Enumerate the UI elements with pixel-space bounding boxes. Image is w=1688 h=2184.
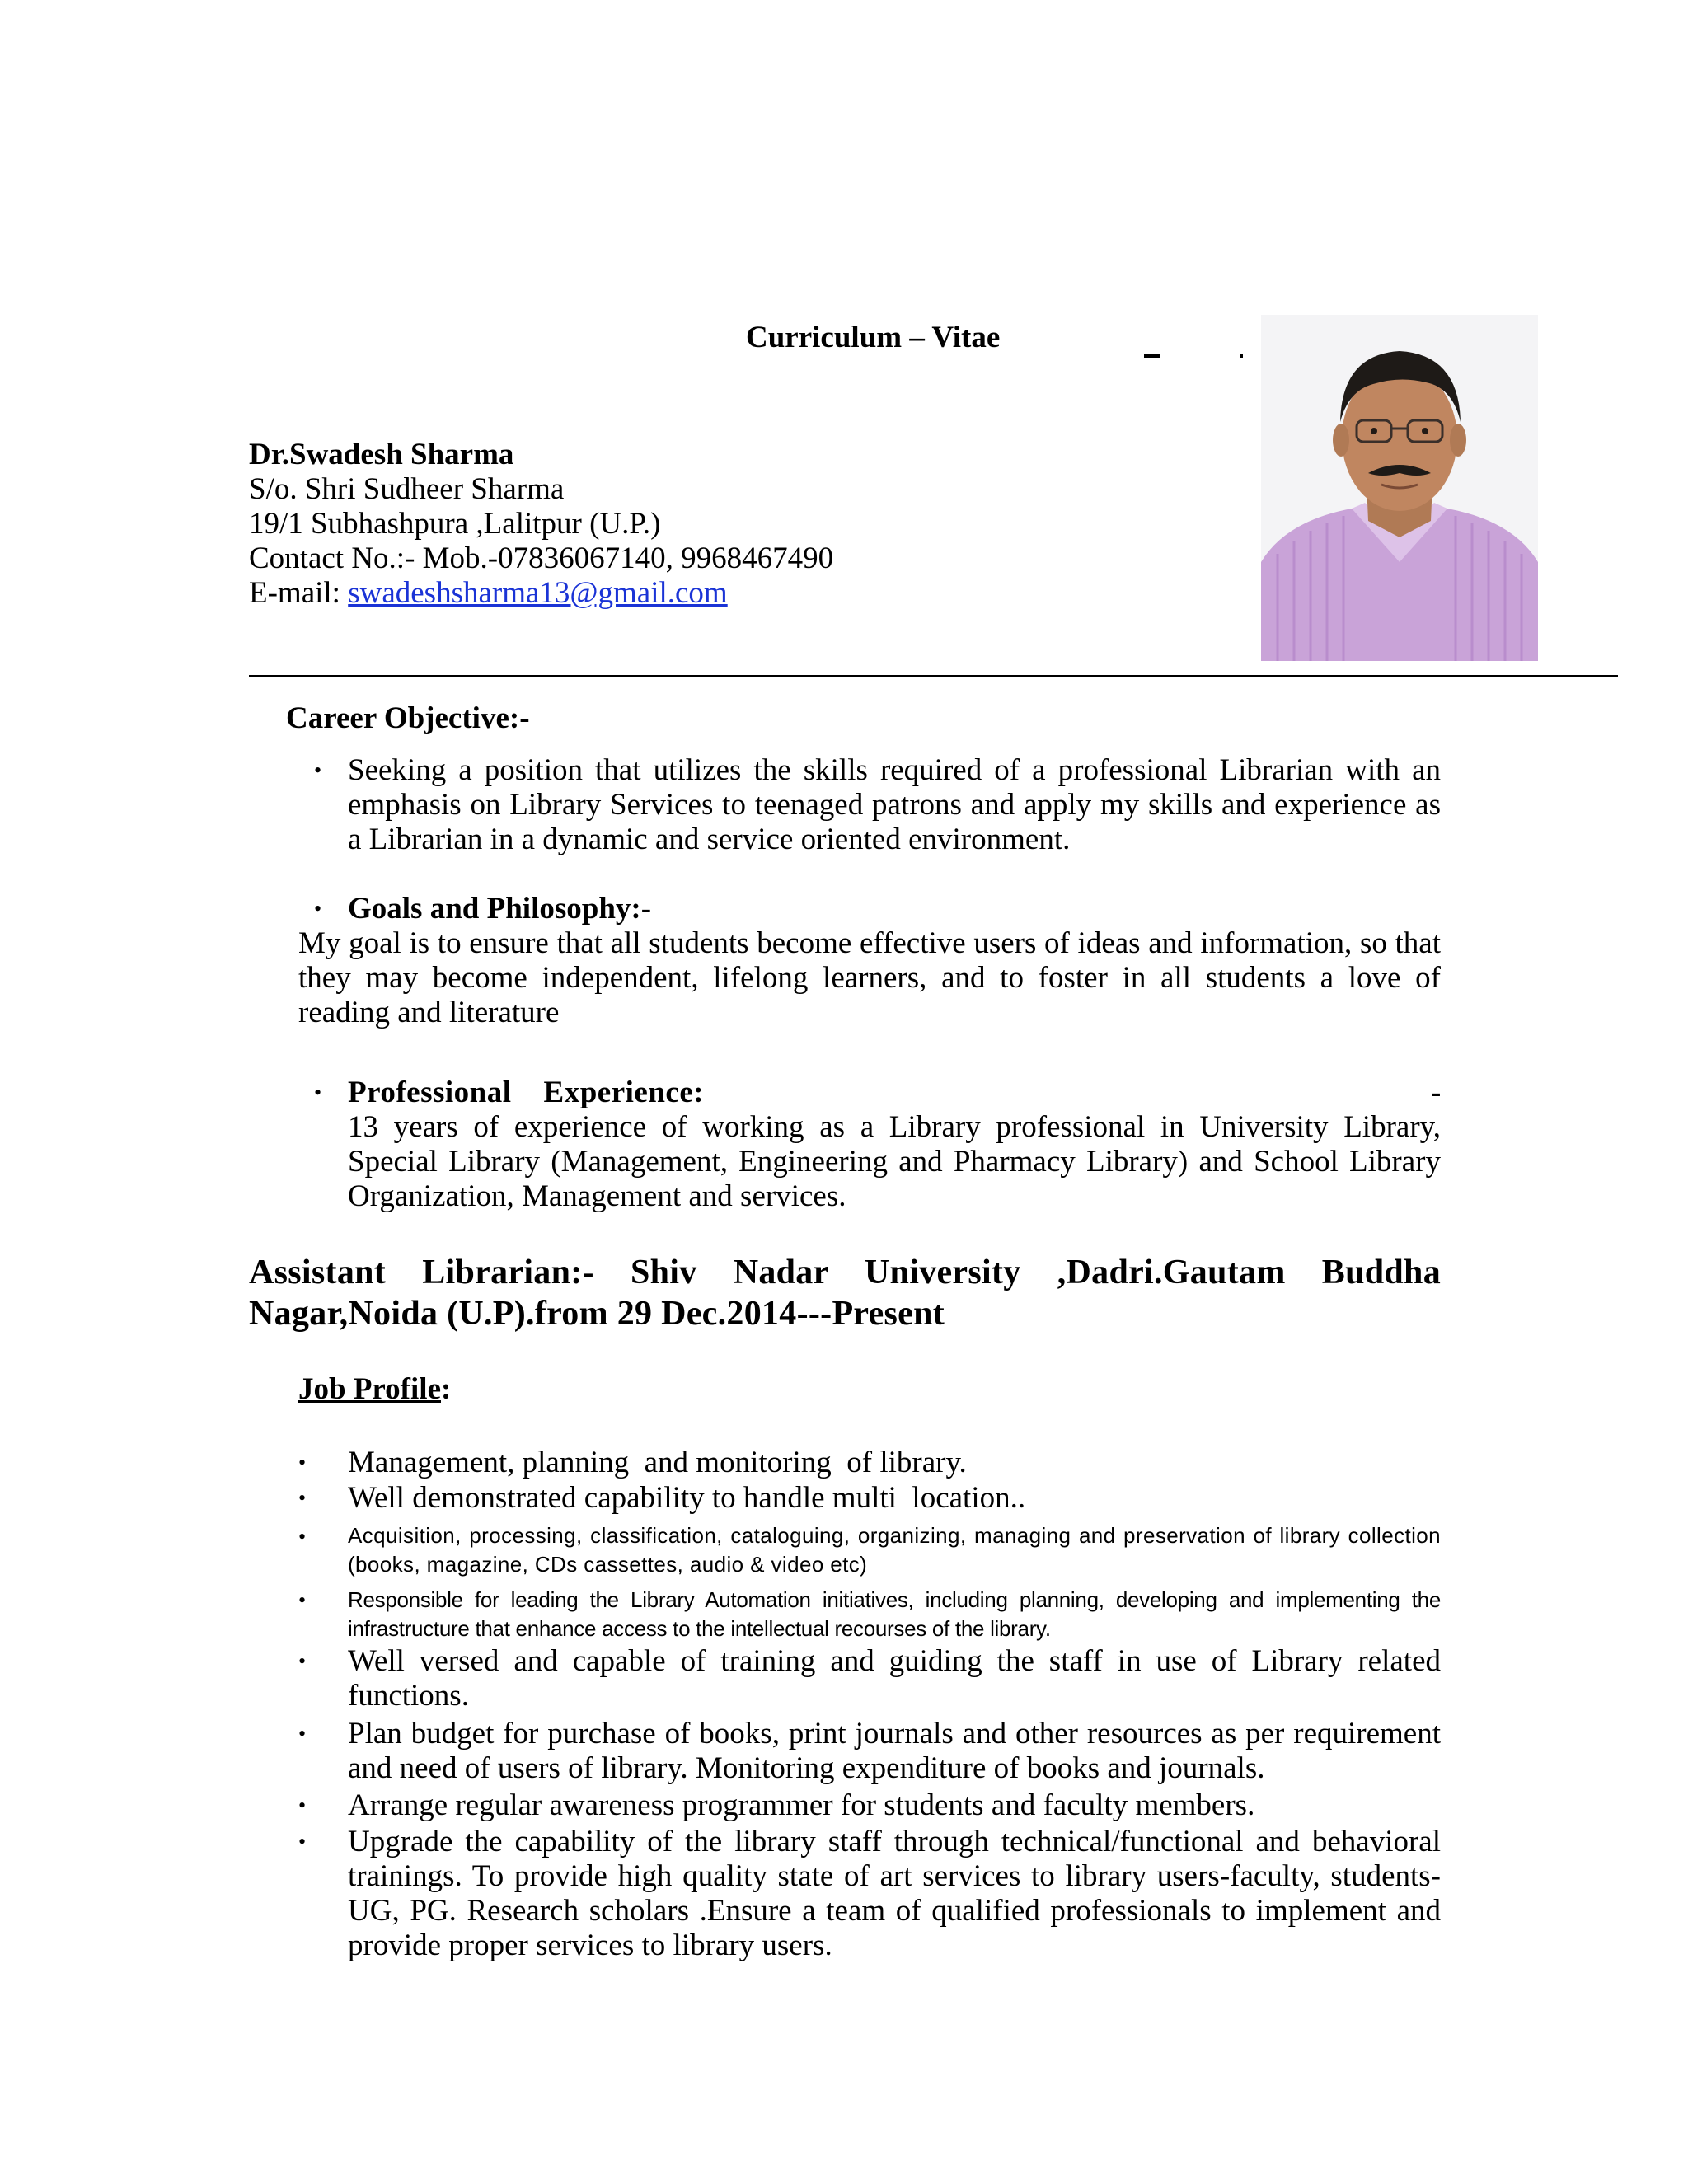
job-profile-label: Job Profile	[298, 1372, 441, 1406]
contact-block	[249, 438, 833, 611]
bullet-dot: •	[314, 897, 322, 921]
relation-line: S/o. Shri Sudheer Sharma	[249, 472, 565, 506]
bullet-dot: •	[298, 1793, 307, 1817]
stray-dot	[1240, 354, 1243, 358]
email-link[interactable]: swadeshsharma13@gmail.com	[348, 576, 728, 610]
job-item: Responsible for leading the Library Automation initiatives, including planning, developing and implementing the infrastructure that enhance access to the intellectual recourses of the library.	[348, 1587, 1441, 1641]
career-objective-text: Seeking a position that utilizes the skills required of a professional Librarian with an emphasis on Library Services to teenaged patrons and apply my skills and experience as a Librarian in a dynamic and service oriented environment.	[348, 753, 1441, 856]
stray-mark	[1144, 354, 1160, 358]
job-item: Plan budget for purchase of books, print journals and other resources as per requirement and need of users of library. Monitoring expenditure of books and journals.	[348, 1717, 1441, 1785]
header-divider	[249, 675, 1618, 677]
contact-line: Contact No.:- Mob.-07836067140, 9968467490	[249, 541, 834, 575]
address-line: 19/1 Subhashpura ,Lalitpur (U.P.)	[249, 507, 661, 541]
job-profile-colon: :	[441, 1372, 452, 1406]
bullet-dot: •	[298, 1525, 307, 1549]
bullet-dot: •	[314, 1080, 322, 1104]
bullet-dot: •	[298, 1722, 307, 1746]
email-label: E-mail:	[249, 576, 340, 610]
job-item: Well demonstrated capability to handle multi location..	[348, 1481, 1026, 1515]
bullet-dot: •	[298, 1588, 307, 1612]
bullet-dot: •	[298, 1649, 307, 1673]
bullet-dot: •	[298, 1830, 307, 1854]
career-objective-heading: Career Objective:-	[286, 701, 530, 735]
position-title: Assistant Librarian:- Shiv Nadar University ,Dadri.Gautam Buddha Nagar,Noida (U.P).from 29 Dec.2014---Present	[249, 1254, 1441, 1333]
experience-heading: Professional Experience:	[348, 1076, 705, 1109]
job-item: Arrange regular awareness programmer for students and faculty members.	[348, 1788, 1255, 1822]
document-title: Curriculum – Vitae	[746, 321, 1001, 354]
goals-text: My goal is to ensure that all students become effective users of ideas and information, so that they may become independent, lifelong learners, and to foster in all students a love of reading and literature	[298, 926, 1441, 1029]
goals-heading: Goals and Philosophy:-	[348, 892, 652, 926]
email-line	[249, 576, 833, 611]
profile-photo	[1261, 315, 1538, 661]
experience-dash: -	[1431, 1076, 1442, 1109]
bullet-dot: •	[298, 1486, 307, 1510]
bullet-dot: •	[298, 1451, 307, 1474]
job-profile-heading	[298, 1372, 451, 1407]
job-item: Management, planning and monitoring of library.	[348, 1446, 967, 1479]
job-item: Upgrade the capability of the library staff through technical/functional and behavioral trainings. To provide high quality state of art services to library users-faculty, students-UG, PG. Research scholars .Ensure a team of qualified professionals to implement and provide proper services to library users.	[348, 1825, 1441, 1962]
experience-text: 13 years of experience of working as a Library professional in University Library, Special Library (Management, Engineering and Pharmacy Library) and School Library Organization, Management and services.	[348, 1110, 1441, 1213]
candidate-name: Dr.Swadesh Sharma	[249, 438, 514, 471]
job-item: Acquisition, processing, classification, cataloguing, organizing, managing and preservation of library collection (books, magazine, CDs cassettes, audio & video etc)	[348, 1523, 1441, 1577]
job-item: Well versed and capable of training and guiding the staff in use of Library related functions.	[348, 1644, 1441, 1713]
bullet-dot: •	[314, 758, 322, 782]
